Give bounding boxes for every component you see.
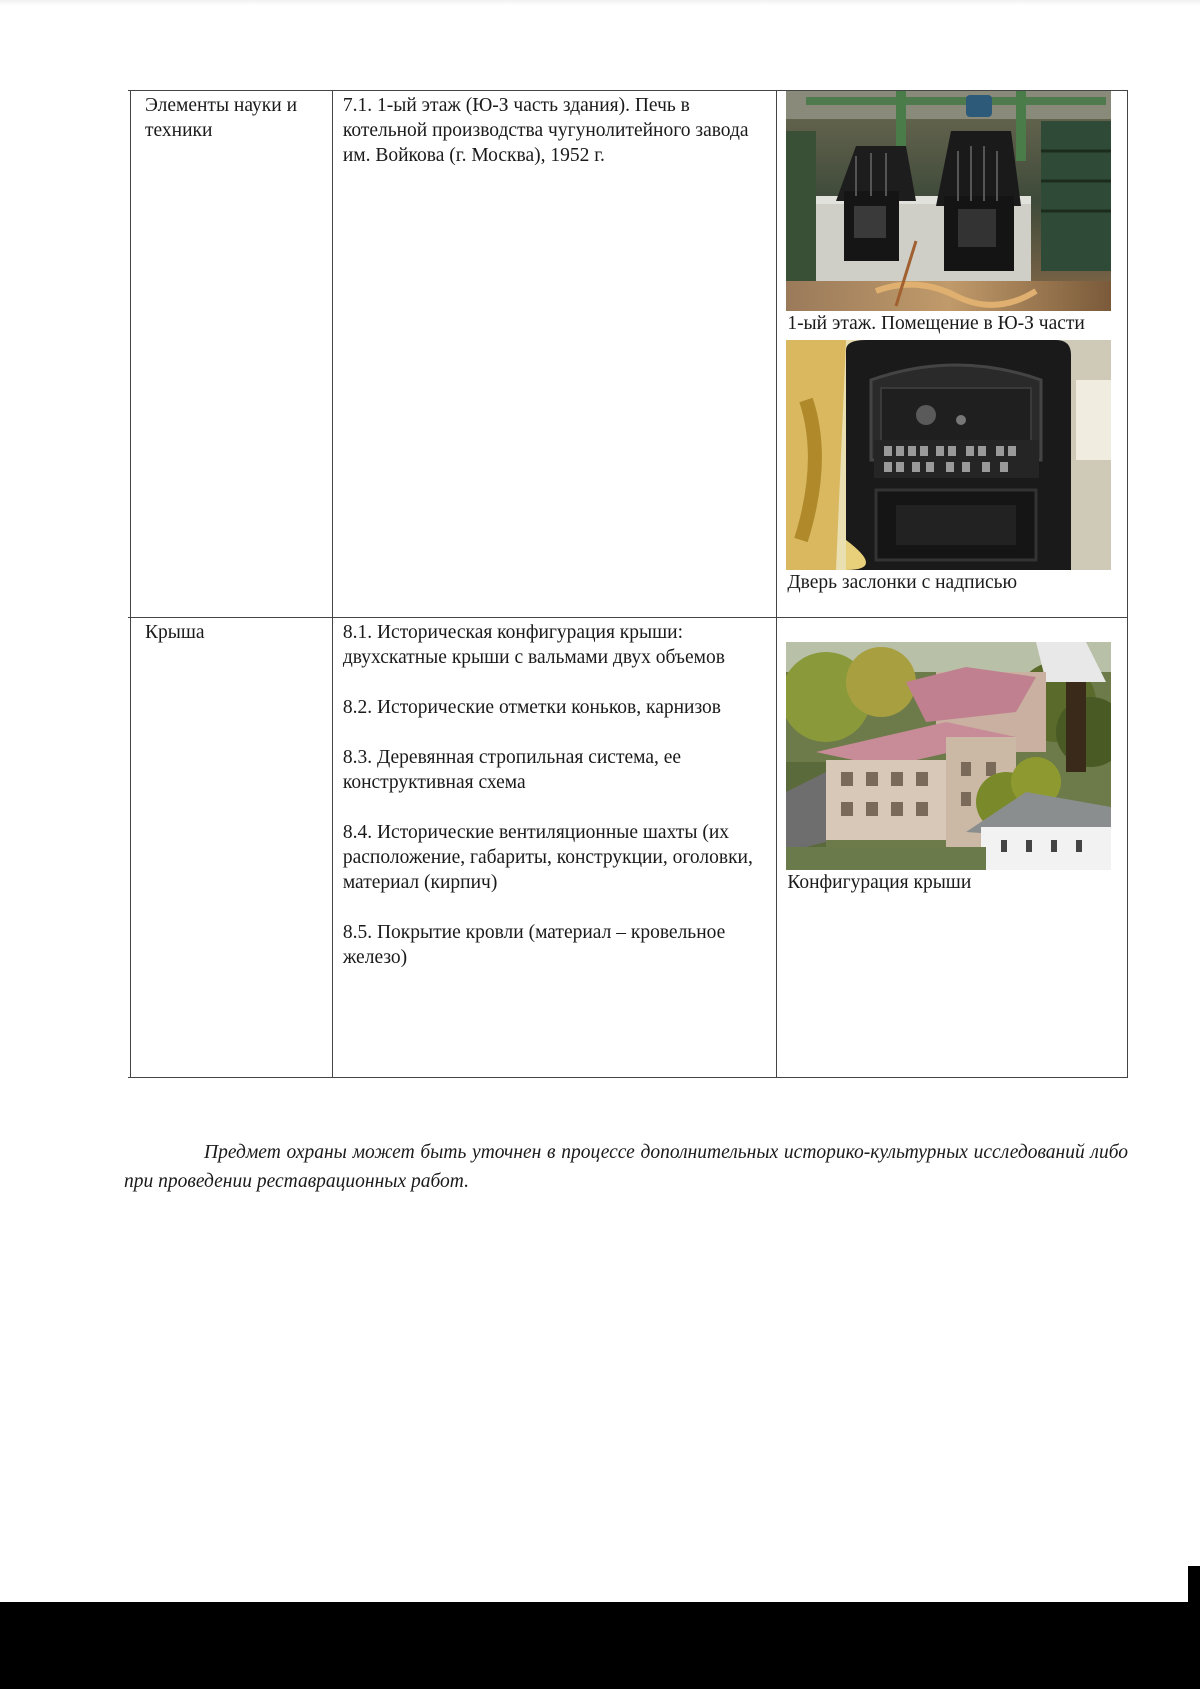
description-item: 8.1. Историческая конфигурация крыши: двухскатные крыши с вальмами двух объемов [342, 622, 725, 668]
description-item: 8.4. Исторические вентиляционные шахты (их расположение, габариты, конструкции, оголовки, материал (кирпич) [342, 822, 753, 893]
photo-caption: 1-ый этаж. Помещение в Ю-З части [787, 313, 1085, 334]
table-rule [128, 617, 146, 618]
table-rule [128, 1077, 146, 1078]
photo-caption: Конфигурация крыши [787, 872, 972, 893]
description-item: 8.2. Исторические отметки коньков, карнизов [342, 697, 722, 718]
furnace-door-photo [786, 340, 1111, 570]
table-row-science-tech [131, 91, 1128, 618]
protection-subject-table [130, 90, 1128, 1078]
photo-cell [777, 618, 1128, 1078]
photo-cell [777, 91, 1128, 618]
category-cell [131, 618, 333, 1078]
description-item: 8.3. Деревянная стропильная система, ее конструктивная схема [342, 747, 682, 793]
table-rule [128, 90, 146, 91]
table-row-roof [131, 618, 1128, 1078]
description-item: 8.5. Покрытие кровли (материал – кровельное железо) [342, 922, 726, 968]
scan-border [0, 1602, 1200, 1689]
photo-caption: Дверь заслонки с надписью [787, 572, 1018, 593]
category-label: Крыша [145, 622, 205, 643]
description-cell [332, 91, 776, 618]
category-cell [131, 91, 333, 618]
boiler-room-photo [786, 91, 1111, 311]
closing-note: Предмет охраны может быть уточнен в процессе дополнительных историко-культурных исследований либо при проведении реставрационных работ. [124, 1142, 1128, 1192]
description-item: 7.1. 1-ый этаж (Ю-З часть здания). Печь в котельной производства чугунолитейного завода им. Войкова (г. Москва), 1952 г. [342, 95, 749, 166]
page-edge [0, 0, 1200, 6]
aerial-roof-photo [786, 642, 1111, 870]
category-label: Элементы науки и техники [145, 95, 298, 141]
description-cell [332, 618, 776, 1078]
